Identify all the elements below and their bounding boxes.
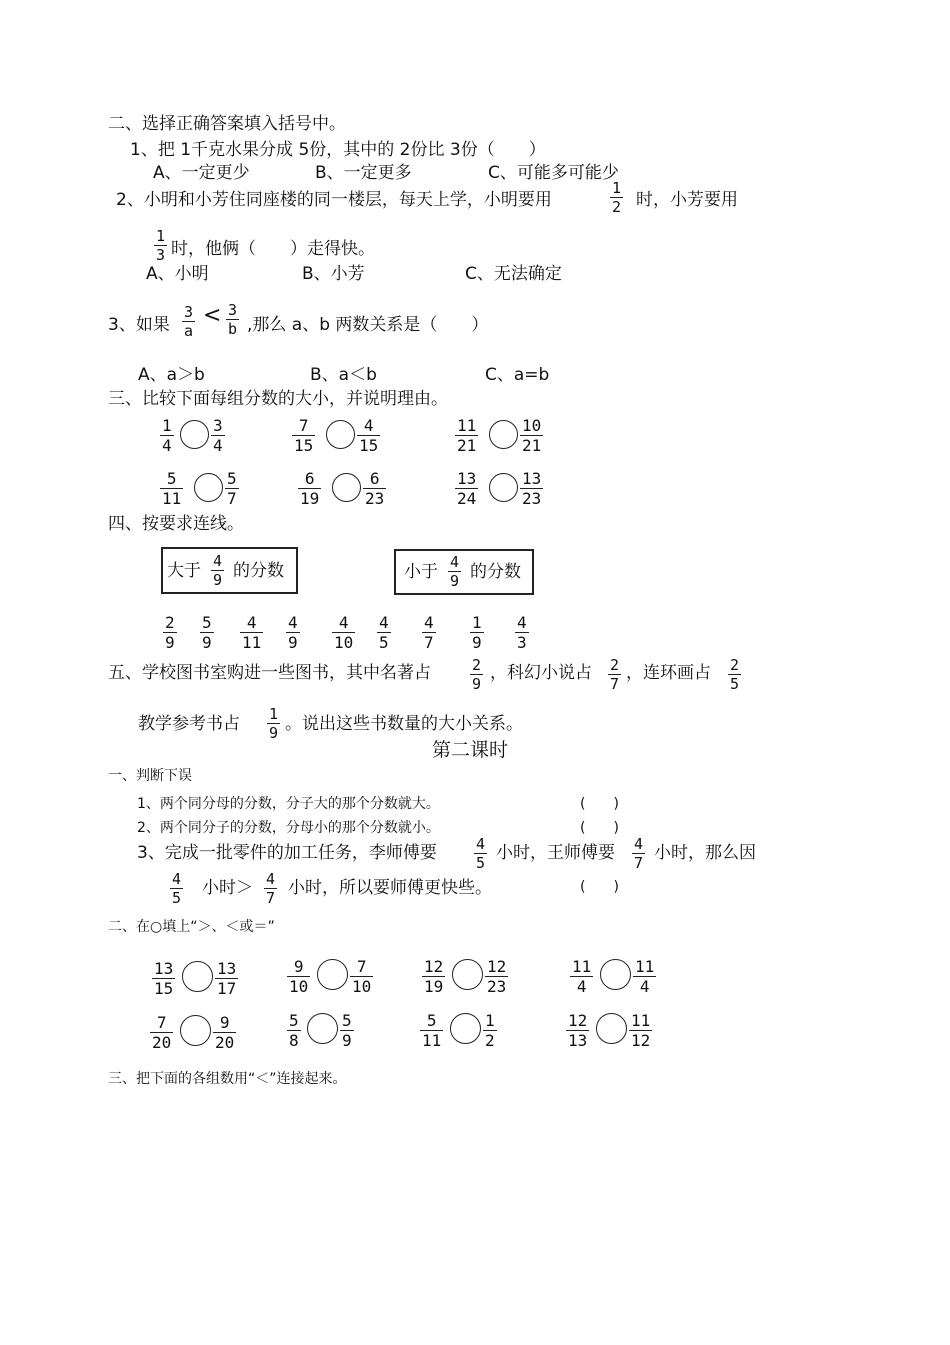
fraction: 1 4 bbox=[162, 416, 172, 455]
question-1: 1、把 1千克水果分成 5份，其中的 2份比 3份（ ） bbox=[130, 140, 546, 160]
q2-option-b: B、小芳 bbox=[302, 264, 365, 284]
question-5-line1: 五、学校图书室购进一些图书，其中名著占 bbox=[108, 663, 431, 683]
question-2-line1: 2、小明和小芳住同座楼的同一楼层，每天上学，小明要用 bbox=[116, 190, 552, 210]
fraction: 4 5 bbox=[379, 613, 389, 652]
fraction: 1 2 bbox=[612, 179, 622, 216]
fraction: 4 5 bbox=[476, 835, 486, 872]
fraction: 5 9 bbox=[202, 613, 212, 652]
fraction: 13 17 bbox=[217, 959, 237, 998]
q2-option-c: C、无法确定 bbox=[465, 264, 562, 284]
less-than-box bbox=[394, 549, 534, 595]
question-2-line2: 时，他俩（ ）走得快。 bbox=[171, 239, 375, 259]
fraction: 4 7 bbox=[634, 835, 644, 872]
fraction: 4 5 bbox=[172, 870, 182, 907]
fraction: 4 3 bbox=[517, 613, 527, 652]
statement-3-text: 小时，王师傅要 bbox=[496, 843, 615, 863]
answer-circle[interactable] bbox=[180, 1015, 211, 1046]
fraction: 4 9 bbox=[213, 552, 223, 589]
fraction: 4 9 bbox=[288, 613, 298, 652]
fraction: 1 2 bbox=[485, 1011, 495, 1050]
fraction: 5 11 bbox=[422, 1011, 442, 1050]
less-than-sign: < bbox=[203, 303, 222, 328]
question-5-text: ，科幻小说占 bbox=[490, 663, 592, 683]
fraction: 4 7 bbox=[424, 613, 434, 652]
answer-circle[interactable] bbox=[180, 420, 209, 449]
answer-circle[interactable] bbox=[600, 959, 631, 990]
question-5-line2-end: 。说出这些书数量的大小关系。 bbox=[285, 714, 523, 734]
section-heading-choice: 二、选择正确答案填入括号中。 bbox=[108, 114, 346, 134]
box-label: 小于 bbox=[404, 562, 438, 582]
q1-option-a: A、一定更少 bbox=[153, 163, 250, 183]
section-heading-judge: 一、判断下误 bbox=[108, 768, 192, 784]
fraction: 1 9 bbox=[472, 613, 482, 652]
question-3-prefix: 3、如果 bbox=[108, 315, 170, 335]
answer-circle[interactable] bbox=[194, 473, 223, 502]
fraction: 10 21 bbox=[522, 416, 542, 455]
fraction: 5 11 bbox=[162, 469, 182, 508]
fraction: 11 21 bbox=[457, 416, 477, 455]
answer-circle[interactable] bbox=[489, 473, 518, 502]
fraction: 13 24 bbox=[457, 469, 477, 508]
answer-circle[interactable] bbox=[450, 1013, 481, 1044]
fraction: 3 b bbox=[228, 301, 238, 338]
section-heading-fill: 二、在○填上“＞、＜或＝” bbox=[108, 919, 275, 935]
q2-option-a: A、小明 bbox=[146, 264, 209, 284]
fraction: 2 5 bbox=[730, 656, 740, 693]
q1-option-b: B、一定更多 bbox=[315, 163, 412, 183]
q1-option-c: C、可能多可能少 bbox=[488, 163, 619, 183]
fraction: 4 7 bbox=[266, 870, 276, 907]
fraction: 4 9 bbox=[450, 553, 460, 590]
fraction: 7 15 bbox=[294, 416, 314, 455]
statement-3: 3、完成一批零件的加工任务，李师傅要 bbox=[137, 843, 437, 863]
answer-circle[interactable] bbox=[596, 1013, 627, 1044]
q3-option-b: B、a＜b bbox=[310, 365, 377, 385]
answer-circle[interactable] bbox=[489, 420, 518, 449]
answer-parens: ( ) bbox=[580, 796, 619, 812]
section-heading-order: 三、把下面的各组数用“＜”连接起来。 bbox=[108, 1071, 347, 1087]
fraction: 5 9 bbox=[342, 1011, 352, 1050]
answer-circle[interactable] bbox=[317, 959, 348, 990]
answer-parens: ( ) bbox=[580, 879, 619, 895]
fraction: 13 23 bbox=[522, 469, 542, 508]
fraction: 7 10 bbox=[352, 957, 372, 996]
fraction: 12 19 bbox=[424, 957, 444, 996]
statement-3-text: 小时＞ bbox=[202, 878, 253, 898]
section-heading-connect: 四、按要求连线。 bbox=[108, 514, 244, 534]
answer-circle[interactable] bbox=[332, 473, 361, 502]
fraction: 1 9 bbox=[269, 705, 279, 742]
statement-2: 2、两个同分子的分数，分母小的那个分数就小。 bbox=[137, 820, 440, 836]
fraction: 5 7 bbox=[227, 469, 237, 508]
box-label: 的分数 bbox=[470, 562, 521, 582]
fraction: 11 12 bbox=[631, 1011, 651, 1050]
fraction: 2 9 bbox=[472, 656, 482, 693]
fraction: 3 a bbox=[184, 303, 194, 340]
question-5-text: ，连环画占 bbox=[626, 663, 711, 683]
fraction: 2 9 bbox=[165, 613, 175, 652]
fraction: 4 15 bbox=[359, 416, 379, 455]
fraction: 5 8 bbox=[289, 1011, 299, 1050]
fraction: 11 4 bbox=[572, 957, 592, 996]
fraction: 6 19 bbox=[300, 469, 320, 508]
answer-parens: ( ) bbox=[580, 820, 619, 836]
fraction: 13 15 bbox=[154, 959, 174, 998]
statement-3-text: 小时，那么因 bbox=[654, 843, 756, 863]
question-3-text: ,那么 a、b 两数关系是（ ） bbox=[247, 315, 489, 335]
answer-circle[interactable] bbox=[307, 1013, 338, 1044]
box-label: 的分数 bbox=[233, 561, 284, 581]
lesson-title: 第二课时 bbox=[432, 739, 509, 761]
statement-1: 1、两个同分母的分数，分子大的那个分数就大。 bbox=[137, 796, 440, 812]
fraction: 6 23 bbox=[365, 469, 385, 508]
fraction: 9 10 bbox=[289, 957, 309, 996]
fraction: 9 20 bbox=[215, 1013, 235, 1052]
fraction: 7 20 bbox=[152, 1013, 172, 1052]
fraction: 4 11 bbox=[242, 613, 262, 652]
section-heading-compare: 三、比较下面每组分数的大小，并说明理由。 bbox=[108, 389, 448, 409]
fraction: 2 7 bbox=[610, 656, 620, 693]
statement-3-text: 小时，所以要师傅更快些。 bbox=[288, 878, 492, 898]
fraction: 3 4 bbox=[213, 416, 223, 455]
fraction: 1 3 bbox=[156, 227, 166, 264]
question-5-line2: 教学参考书占 bbox=[138, 714, 240, 734]
q3-option-a: A、a＞b bbox=[138, 365, 205, 385]
answer-circle[interactable] bbox=[182, 961, 213, 992]
fraction: 12 13 bbox=[568, 1011, 588, 1050]
fraction: 12 23 bbox=[487, 957, 507, 996]
greater-than-box bbox=[161, 547, 298, 594]
q3-option-c: C、a=b bbox=[485, 365, 550, 385]
question-2-line1-end: 时，小芳要用 bbox=[636, 190, 738, 210]
answer-circle[interactable] bbox=[452, 959, 483, 990]
fraction: 4 10 bbox=[334, 613, 354, 652]
fraction: 11 4 bbox=[635, 957, 655, 996]
box-label: 大于 bbox=[167, 561, 201, 581]
answer-circle[interactable] bbox=[326, 420, 355, 449]
